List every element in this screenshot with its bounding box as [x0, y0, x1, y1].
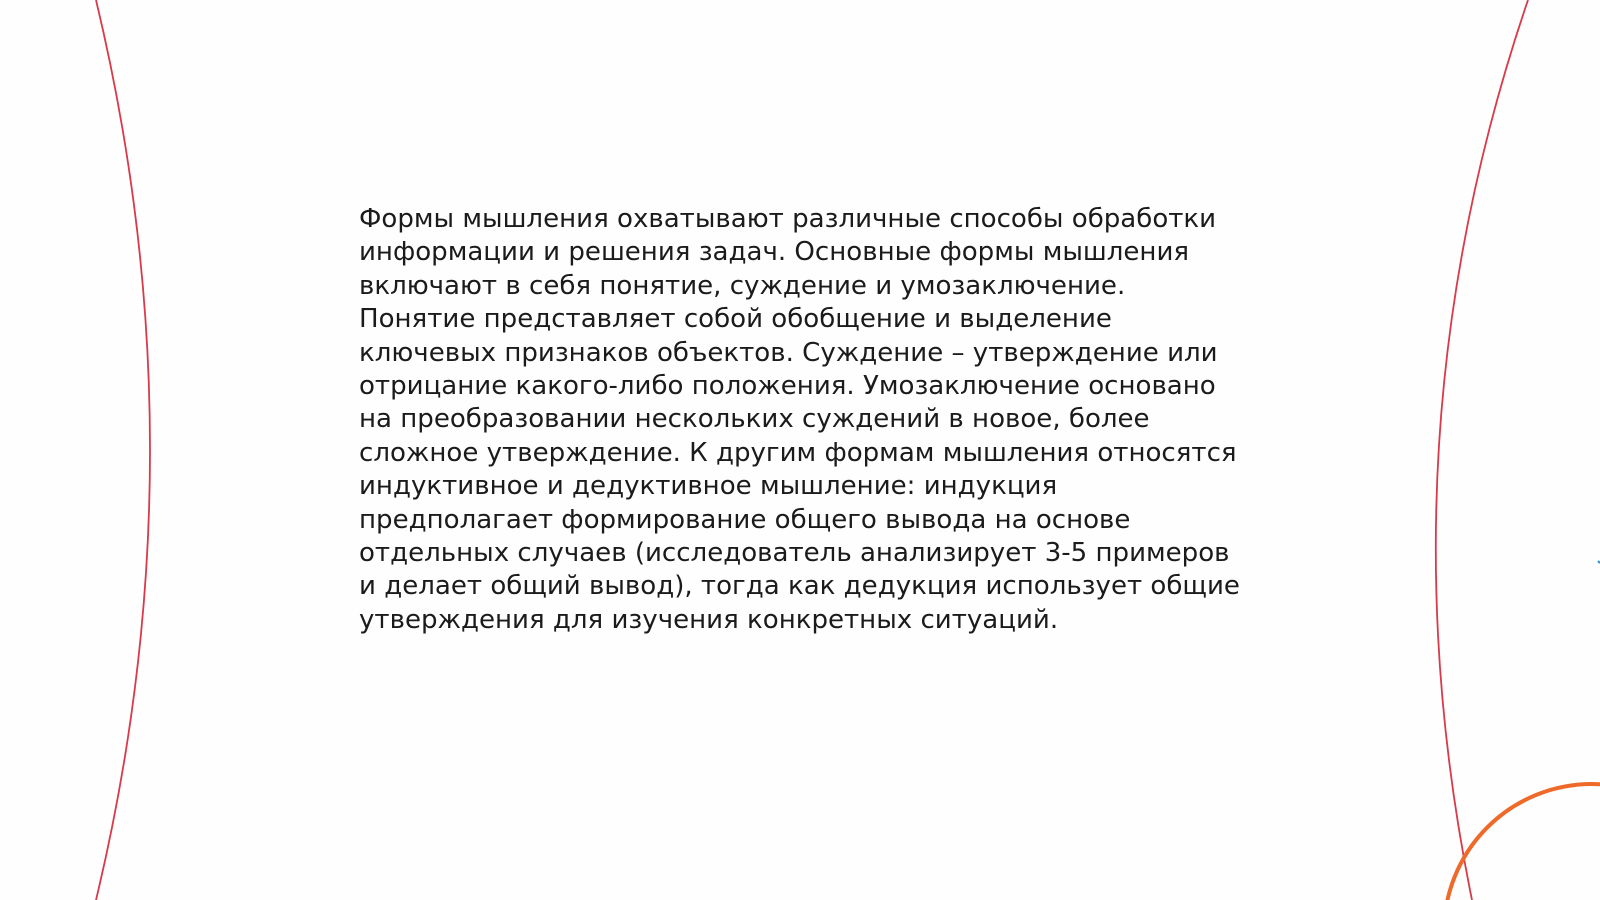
paragraph-line: включают в себя понятие, суждение и умозаключение. [359, 270, 1126, 301]
paragraph-line: информации и решения задач. Основные формы мышления [359, 237, 1190, 268]
paragraph-line: и делает общий вывод), тогда как дедукция использует общие [359, 571, 1240, 602]
paragraph-line: сложное утверждение. К другим формам мышления относятся [359, 437, 1237, 468]
paragraph-line: ключевых признаков объектов. Суждение – утверждение или [359, 337, 1218, 368]
paragraph-line: предполагает формирование общего вывода на основе [359, 504, 1131, 535]
paragraph-line: индуктивное и дедуктивное мышление: индукция [359, 471, 1058, 502]
body-paragraph [359, 203, 1239, 637]
orange-circle-decoration [1444, 784, 1600, 900]
paragraph-line: на преобразовании нескольких суждений в новое, более [359, 404, 1150, 435]
paragraph-line: отдельных случаев (исследователь анализирует 3-5 примеров [359, 538, 1230, 569]
left-arc-line [96, 0, 150, 900]
paragraph-line: отрицание какого-либо положения. Умозаключение основано [359, 371, 1216, 402]
paragraph-line: Формы мышления охватывают различные способы обработки [359, 204, 1217, 234]
paragraph-line: Понятие представляет собой обобщение и выделение [359, 304, 1112, 335]
paragraph-line: утверждения для изучения конкретных ситуаций. [359, 604, 1059, 635]
right-arc-line [1436, 0, 1528, 900]
